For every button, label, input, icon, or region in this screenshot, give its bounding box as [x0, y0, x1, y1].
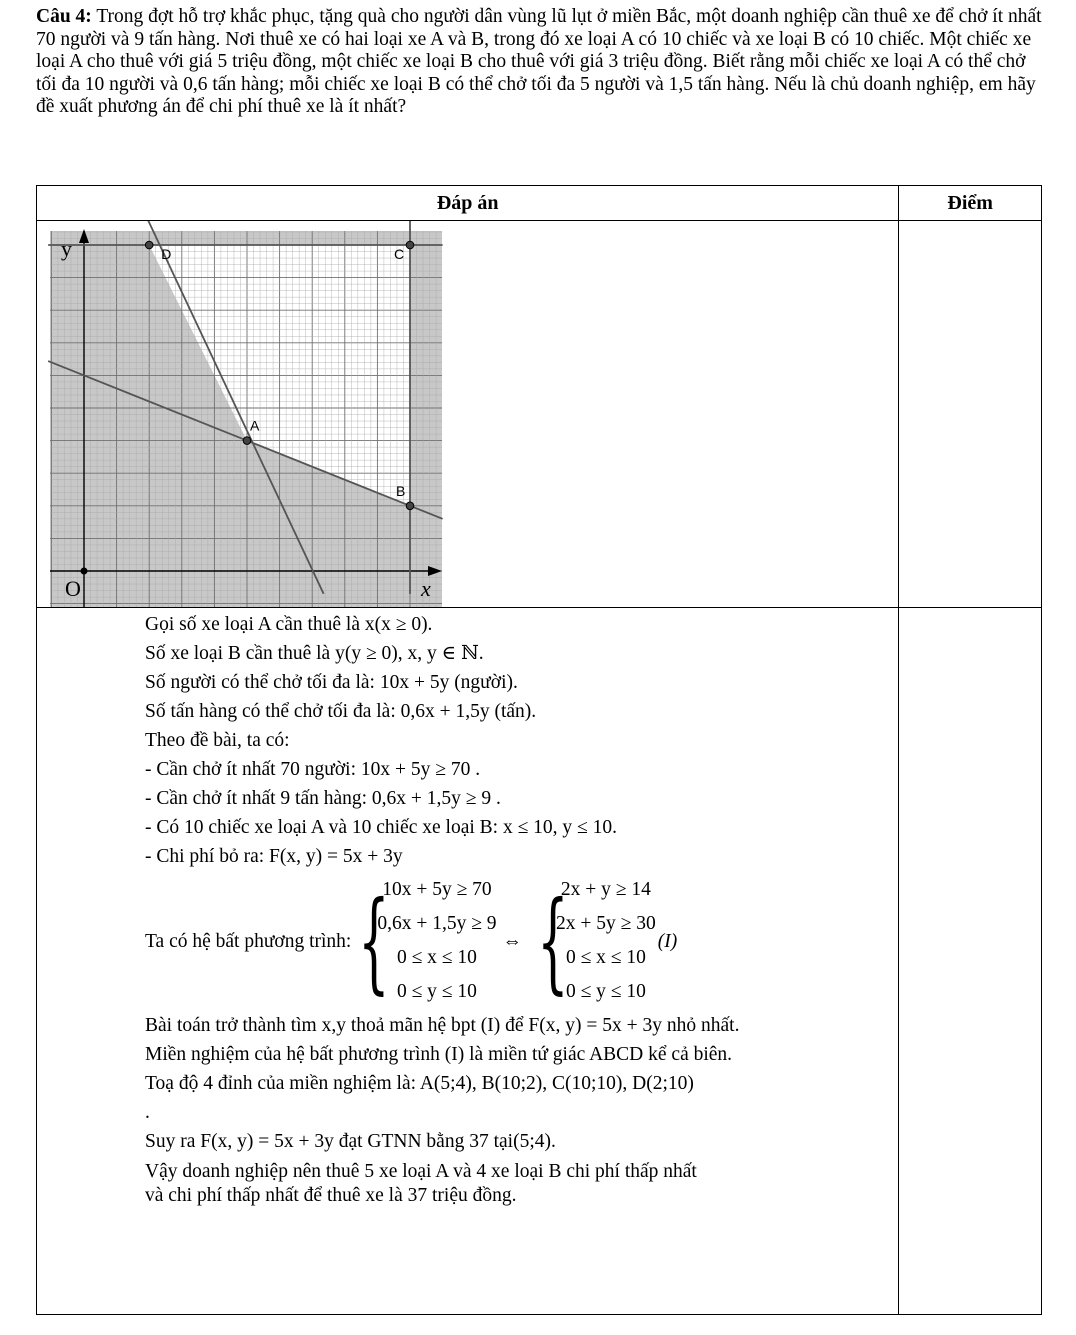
sol-line-15: Vậy doanh nghiệp nên thuê 5 xe loại A và 4 xe loại B chi phí thấp nhất — [145, 1161, 697, 1182]
sol-line-6: - Cần chở ít nhất 70 người: 10x + 5y ≥ 70 . — [145, 759, 481, 780]
point-label-A: A — [250, 417, 260, 434]
sol-line-9: - Chi phí bỏ ra: F(x, y) = 5x + 3y — [145, 846, 403, 867]
left-brace: { — [358, 877, 390, 1005]
system-left-line: 0 ≤ x ≤ 10 — [396, 947, 477, 968]
point-label-C: C — [394, 246, 405, 262]
problem-statement — [36, 6, 1046, 119]
inequality-system — [145, 873, 898, 1009]
header-answer: Đáp án — [37, 186, 899, 221]
right-brace: { — [537, 877, 569, 1005]
sol-line-3: Số người có thể chở tối đa là: 10x + 5y (người). — [145, 672, 518, 693]
solution-cell — [37, 608, 899, 1315]
system-right-line: 2x + y ≥ 14 — [560, 879, 651, 900]
problem-text: Trong đợt hỗ trợ khắc phục, tặng quà cho người dân vùng lũ lụt ở miền Bắc, một doanh nghiệp cần thuê xe để chở ít nhất 70 người và 9 tấn hàng. Nơi thuê xe có hai loại xe A và B, trong đó xe loại A có 10 chiếc và xe loại B có 10 chiếc. Một chiếc xe loại A cho thuê với giá 5 triệu đồng, một chiếc xe loại B cho thuê với giá 3 triệu đồng. Biết rằng mỗi chiếc xe loại A có thể chở tối đa 10 người và 0,6 tấn hàng; mỗi chiếc xe loại B có thể chở tối đa 5 người và 1,5 tấn hàng. Nếu là chủ doanh nghiệp, em hãy đề xuất phương án để chi phí thuê xe là ít nhất? — [36, 6, 1042, 117]
system-right-line: 0 ≤ x ≤ 10 — [565, 947, 646, 968]
sol-line-5: Theo đề bài, ta có: — [145, 730, 290, 751]
origin-label: O — [65, 576, 81, 601]
sol-line-1: Gọi số xe loại A cần thuê là x(x ≥ 0). — [145, 614, 433, 635]
score-cell-graph — [899, 221, 1042, 608]
system-intro: Ta có hệ bất phương trình: — [145, 930, 352, 952]
system-left-line: 0,6x + 1,5y ≥ 9 — [377, 913, 497, 934]
sol-line-14: Suy ra F(x, y) = 5x + 3y đạt GTNN bằng 37 tại(5;4). — [145, 1131, 556, 1152]
origin-point — [81, 568, 88, 575]
sol-line-4: Số tấn hàng có thể chở tối đa là: 0,6x + 1,5y (tấn). — [145, 701, 537, 722]
system-left — [377, 873, 496, 1009]
equivalence-symbol: ⇔ — [502, 930, 523, 952]
problem-label: Câu 4: — [36, 6, 92, 27]
sol-line-12: Toạ độ 4 đỉnh của miền nghiệm là: A(5;4), B(10;2), C(10;10), D(2;10) — [145, 1073, 694, 1094]
sol-line-10: Bài toán trở thành tìm x,y thoả mãn hệ bpt (I) để F(x, y) = 5x + 3y nhỏ nhất. — [145, 1015, 740, 1036]
y-axis-label: y — [61, 236, 72, 261]
sol-line-8: - Có 10 chiếc xe loại A và 10 chiếc xe loại B: x ≤ 10, y ≤ 10. — [145, 817, 617, 838]
point-C — [406, 241, 414, 249]
system-right-line: 0 ≤ y ≤ 10 — [565, 981, 646, 1002]
header-score: Điểm — [899, 186, 1042, 221]
feasible-region-graph — [37, 221, 457, 607]
sol-line-11: Miền nghiệm của hệ bất phương trình (I) là miền tứ giác ABCD kể cả biên. — [145, 1044, 733, 1065]
point-B — [406, 502, 414, 510]
sol-line-7: - Cần chở ít nhất 9 tấn hàng: 0,6x + 1,5y ≥ 9 . — [145, 788, 501, 809]
sol-line-2: Số xe loại B cần thuê là y(y ≥ 0), x, y ∈ ℕ. — [145, 643, 484, 664]
score-cell-solution — [899, 608, 1042, 1315]
sol-line-13: . — [145, 1102, 150, 1123]
point-A — [243, 437, 251, 445]
point-label-D: D — [161, 246, 172, 262]
solution-text — [37, 608, 898, 1208]
answer-table — [36, 185, 1042, 1315]
x-axis-label: x — [421, 576, 431, 601]
sol-line-16: và chi phí thấp nhất để thuê xe là 37 triệu đồng. — [145, 1185, 517, 1206]
system-right — [556, 873, 656, 1009]
graph-cell — [37, 221, 899, 608]
point-label-B: B — [396, 482, 406, 499]
system-left-line: 0 ≤ y ≤ 10 — [396, 981, 477, 1002]
system-name: (I) — [657, 930, 678, 952]
system-right-line: 2x + 5y ≥ 30 — [556, 913, 656, 934]
point-D — [145, 241, 153, 249]
system-left-line: 10x + 5y ≥ 70 — [382, 879, 492, 900]
